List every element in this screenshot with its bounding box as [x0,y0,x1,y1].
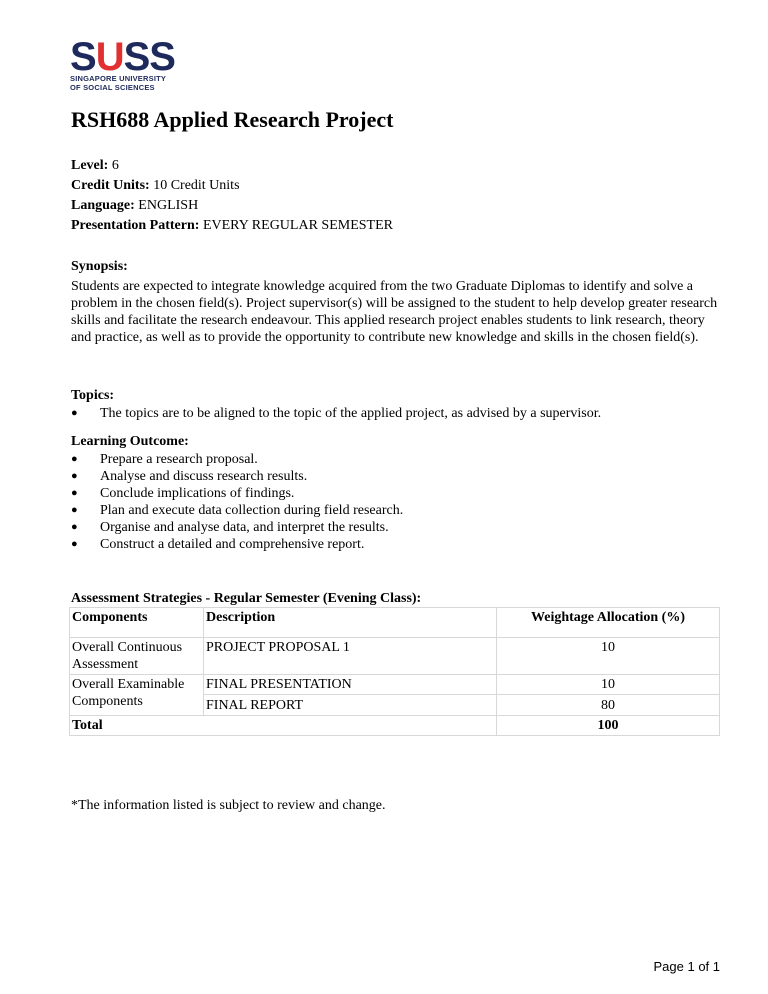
table-row: FINAL REPORT 80 [70,695,720,716]
meta-level: Level: 6 [71,158,119,173]
outcome-item: ● Construct a detailed and comprehensive report. [71,536,721,553]
topics-heading: Topics: [71,388,115,403]
topic-item: ● The topics are to be aligned to the topic of the applied project, as advised by a supervisor. [71,405,721,422]
course-meta [71,157,393,234]
synopsis-section [71,258,721,346]
outcome-item: ● Plan and execute data collection during field research. [71,502,721,519]
table-total-row: Total 100 [70,716,720,736]
outcome-item: ● Conclude implications of findings. [71,485,721,502]
logo-line1: SINGAPORE UNIVERSITY [70,74,167,83]
table-row: Overall Continuous Assessment PROJECT PROPOSAL 1 10 [70,638,720,675]
outcome-item: ● Prepare a research proposal. [71,451,721,468]
outcome-item: ● Organise and analyse data, and interpret the results. [71,519,721,536]
course-title: RSH688 Applied Research Project [71,107,394,132]
disclaimer-note: *The information listed is subject to review and change. [71,798,386,813]
assessment-table [69,607,720,736]
table-header-row: Components Description Weightage Allocation (%) [70,608,720,638]
table-row: Overall Examinable Components FINAL PRESENTATION 10 [70,675,720,695]
synopsis-text: Students are expected to integrate knowledge acquired from the two Graduate Diplomas to identify and solve a problem in the chosen field(s). Project supervisor(s) will be assigned to the student to help develop greater research skills and facilitate the research endeavour. This applied research project enables students to link research, theory and practice, as well as to provide the opportunity to contribute new knowledge and skills in the chosen field(s). [71,279,718,345]
outcome-item: ● Analyse and discuss research results. [71,468,721,485]
suss-logo: SUSS SINGAPORE UNIVERSITY OF SOCIAL SCIENCES [70,35,175,92]
outcomes-heading: Learning Outcome: [71,434,189,449]
meta-credit-units: Credit Units: 10 Credit Units [71,178,240,193]
meta-presentation-pattern: Presentation Pattern: EVERY REGULAR SEMESTER [71,218,393,233]
page-number: Page 1 of 1 [653,959,720,974]
topics-section [71,387,721,422]
assessment-heading: Assessment Strategies - Regular Semester (Evening Class): [71,591,422,606]
learning-outcome-section [71,433,721,553]
logo-line2: OF SOCIAL SCIENCES [70,83,155,92]
synopsis-heading: Synopsis: [71,259,128,274]
meta-language: Language: ENGLISH [71,198,199,213]
